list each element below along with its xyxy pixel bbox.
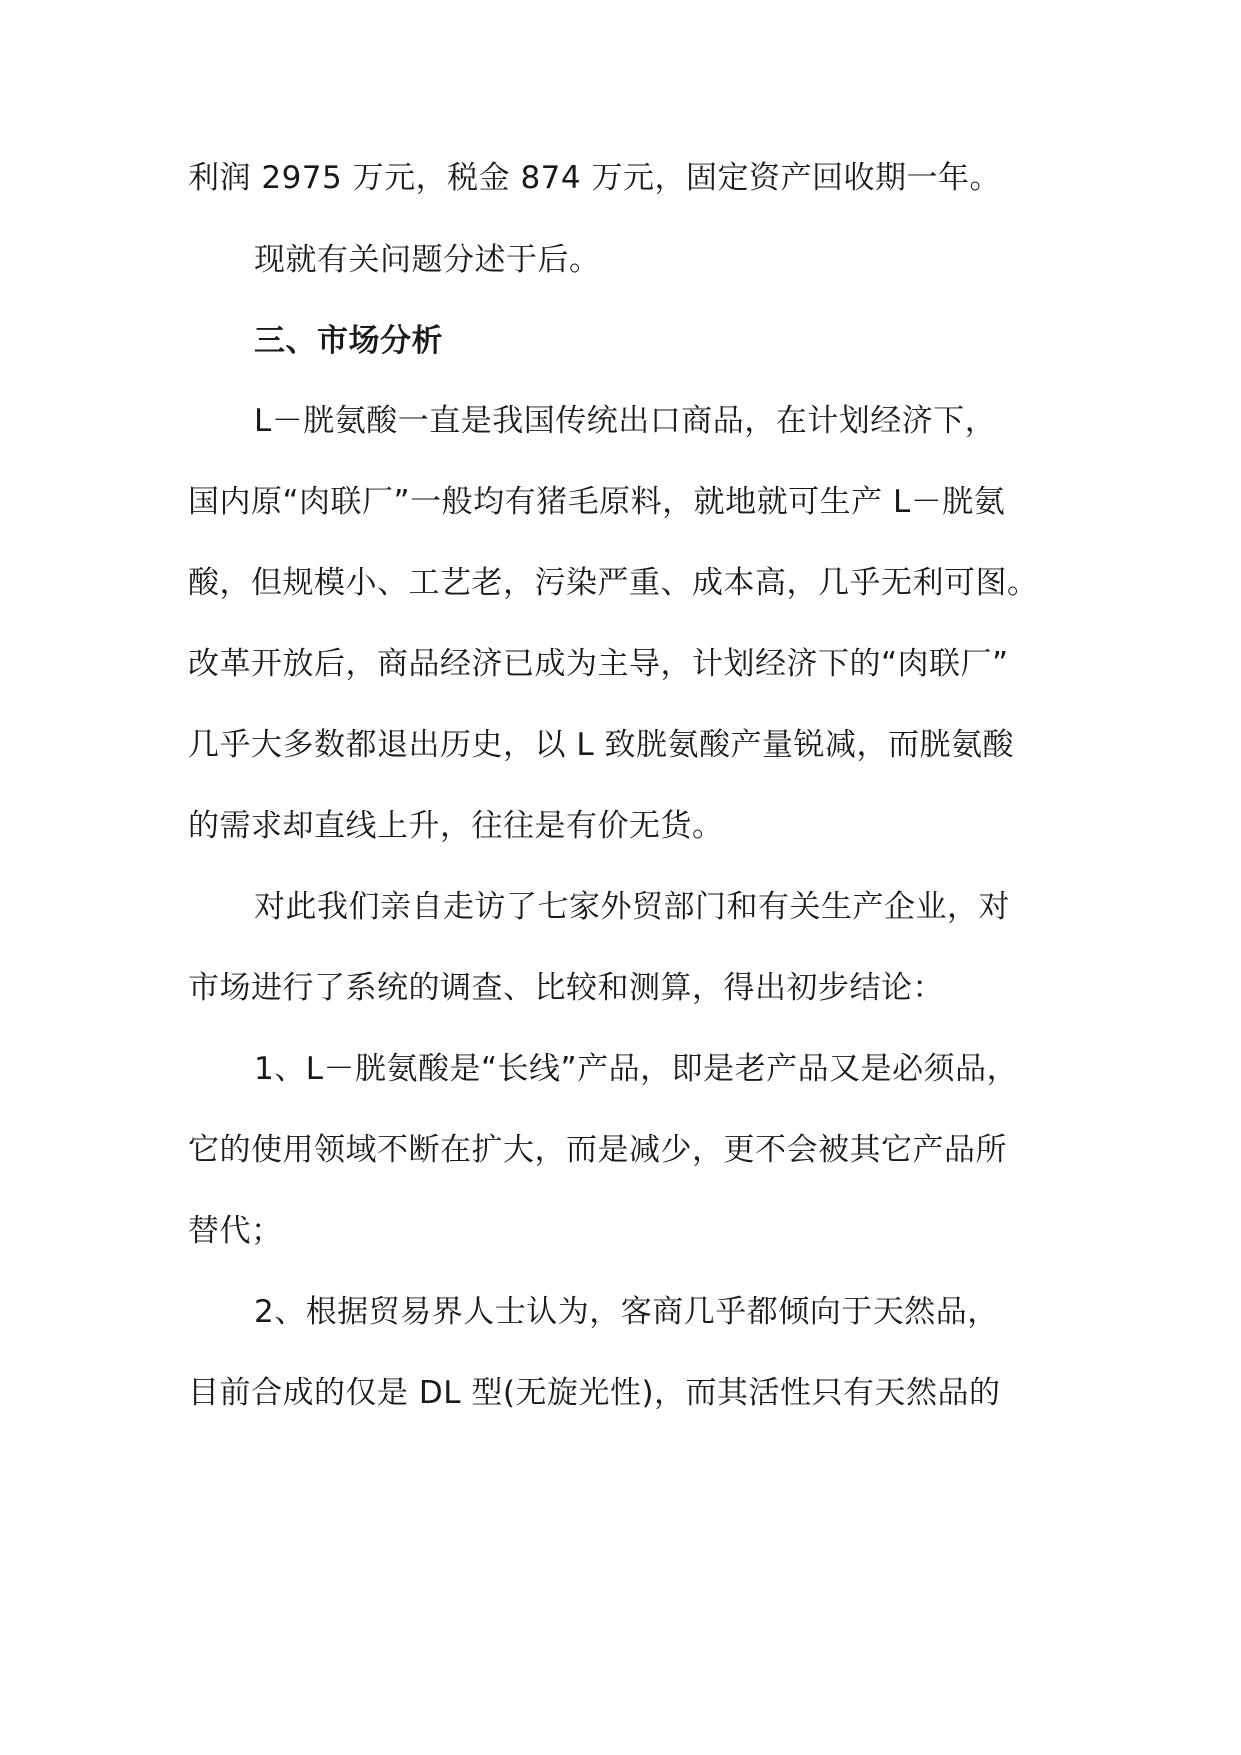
paragraph-line: 利润 2975 万元，税金 874 万元，固定资产回收期一年。 [188,160,1001,196]
paragraph-line: 它的使用领域不断在扩大，而是减少，更不会被其它产品所 [188,1132,1007,1168]
paragraph-line: 国内原“肉联厂”一般均有猪毛原料，就地就可生产 L－胱氨 [188,484,1006,520]
paragraph-line: 几乎大多数都退出历史，以 L 致胱氨酸产量锐减，而胱氨酸 [188,727,1014,763]
paragraph-line: 酸，但规模小、工艺老，污染严重、成本高，几乎无利可图。 [188,565,1039,601]
paragraph-line: L－胱氨酸一直是我国传统出口商品，在计划经济下， [254,403,997,439]
paragraph-line: 目前合成的仅是 DL 型(无旋光性)，而其活性只有天然品的 [188,1375,1001,1411]
list-item-line: 2、根据贸易界人士认为，客商几乎都倾向于天然品， [254,1294,999,1330]
paragraph-line: 市场进行了系统的调查、比较和测算，得出初步结论： [188,970,944,1006]
paragraph-line: 现就有关问题分述于后。 [254,242,601,278]
paragraph-line: 的需求却直线上升，往往是有价无货。 [188,808,724,844]
paragraph-line: 改革开放后，商品经济已成为主导，计划经济下的“肉联厂” [188,646,1009,682]
list-item-line: 1、L－胱氨酸是“长线”产品，即是老产品又是必须品， [254,1051,1019,1087]
section-heading: 三、市场分析 [254,323,443,359]
paragraph-line: 替代； [188,1213,283,1249]
paragraph-line: 对此我们亲自走访了七家外贸部门和有关生产企业，对 [254,889,1010,925]
